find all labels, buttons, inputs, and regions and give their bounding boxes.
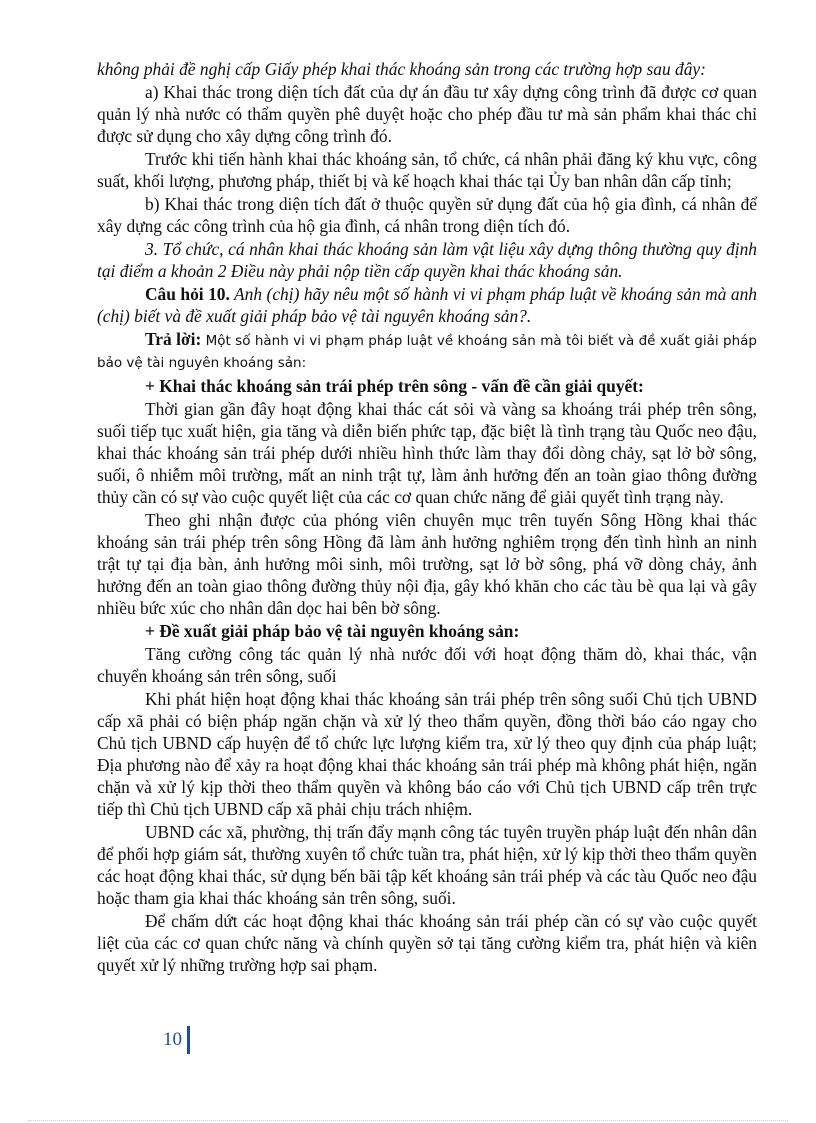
- document-body: [97, 58, 757, 977]
- paragraph-item-b: b) Khai thác trong diện tích đất ở thuộc quyền sử dụng đất của hộ gia đình, cá nhân để xây dựng các công trình của hộ gia đình, cá nhân trong diện tích đó.: [97, 194, 757, 236]
- section-heading-solutions: + Đề xuất giải pháp bảo vệ tài nguyên khoáng sản:: [145, 621, 520, 641]
- paragraph-recent-situation: Thời gian gần đây hoạt động khai thác cát sỏi và vàng sa khoáng trái phép trên sông, suối tiếp tục xuất hiện, gia tăng và diễn biến phức tạp, đặc biệt là tình trạng tàu Quốc neo đậu, khai thác khoáng sản trái phép dưới nhiều hình thức làm thay đổi dòng chảy, sạt lở bờ sông, suối, ô nhiễm môi trường, mất an ninh trật tự, làm ảnh hưởng đến an toàn giao thông đường thủy cần có sự vào cuộc quyết liệt của các cơ quan chức năng để giải quyết tình trạng này.: [97, 399, 757, 507]
- paragraph-item-a: a) Khai thác trong diện tích đất của dự án đầu tư xây dựng công trình đã được cơ quan quản lý nhà nước có thẩm quyền phê duyệt hoặc cho phép đầu tư mà sản phẩm khai thác chỉ được sử dụng cho xây dựng công trình đó.: [97, 82, 757, 146]
- paragraph-intro: không phải đề nghị cấp Giấy phép khai thác khoáng sản trong các trường hợp sau đây:: [97, 59, 706, 79]
- answer-text: Một số hành vi vi phạm pháp luật về khoáng sản mà tôi biết và đề xuất giải pháp bảo vệ tài nguyên khoáng sản:: [97, 333, 757, 371]
- paragraph-propaganda: UBND các xã, phường, thị trấn đẩy mạnh công tác tuyên truyền pháp luật đến nhân dân để phối hợp giám sát, thường xuyên tổ chức tuần tra, phát hiện, xử lý kịp thời theo thẩm quyền các hoạt động khai thác, sử dụng bến bãi tập kết khoáng sản trái phép và các tàu Quốc neo đậu hoặc tham gia khai thác khoáng sản trên sông, suối.: [97, 822, 757, 908]
- answer-intro: [97, 328, 757, 374]
- paragraph-commune-response: Khi phát hiện hoạt động khai thác khoáng sản trái phép trên sông suối Chủ tịch UBND cấp xã phải có biện pháp ngăn chặn và xử lý theo thẩm quyền, đồng thời báo cáo ngay cho Chủ tịch UBND cấp huyện để tổ chức lực lượng kiểm tra, xử lý theo quy định của pháp luật; Địa phương nào để xảy ra hoạt động khai thác khoáng sản trái phép mà không phát hiện, ngăn chặn và xử lý kịp thời theo thẩm quyền và không báo cáo với Chủ tịch UBND cấp trên trực tiếp thì Chủ tịch UBND cấp xã phải chịu trách nhiệm.: [97, 689, 757, 819]
- footer-divider: [28, 1120, 788, 1121]
- paragraph-strengthen-management: Tăng cường công tác quản lý nhà nước đối với hoạt động thăm dò, khai thác, vận chuyển khoáng sản trên sông, suối: [97, 644, 757, 686]
- paragraph-clause-3: 3. Tổ chức, cá nhân khai thác khoáng sản làm vật liệu xây dựng thông thường quy định tại điểm a khoản 2 Điều này phải nộp tiền cấp quyền khai thác khoáng sản.: [97, 239, 757, 281]
- page-number: 10: [163, 1029, 182, 1050]
- question-text: Anh (chị) hãy nêu một số hành vi vi phạm pháp luật về khoáng sản mà anh (chị) biết và đề xuất giải pháp bảo vệ tài nguyên khoáng sản?.: [97, 284, 758, 326]
- answer-label: Trả lời:: [145, 329, 202, 349]
- question-10: [97, 283, 757, 327]
- paragraph-red-river-report: Theo ghi nhận được của phóng viên chuyên mục trên tuyến Sông Hồng khai thác khoáng sản trái phép trên sông Hồng đã làm ảnh hưởng nghiêm trọng đến tình hình an ninh trật tự tại địa bàn, ảnh hưởng môi sinh, môi trường, sạt lở bờ sông, phá vỡ dòng chảy, ảnh hưởng đến an toàn giao thông đường thủy nội địa, gây khó khăn cho các tàu bè qua lại và gây nhiều bức xúc cho nhân dân dọc hai bên bờ sông.: [97, 510, 757, 618]
- paragraph-registration: Trước khi tiến hành khai thác khoáng sản, tổ chức, cá nhân phải đăng ký khu vực, công suất, khối lượng, phương pháp, thiết bị và kế hoạch khai thác tại Ủy ban nhân dân cấp tỉnh;: [97, 149, 757, 191]
- paragraph-conclusion: Để chấm dứt các hoạt động khai thác khoáng sản trái phép cần có sự vào cuộc quyết liệt của các cơ quan chức năng và chính quyền sở tại tăng cường kiểm tra, phát hiện và kiên quyết xử lý những trường hợp sai phạm.: [97, 911, 757, 975]
- question-label: Câu hỏi 10.: [145, 284, 230, 304]
- section-heading-illegal-mining: + Khai thác khoáng sản trái phép trên sông - vấn đề cần giải quyết:: [145, 376, 644, 396]
- page-number-bar: [187, 1026, 190, 1054]
